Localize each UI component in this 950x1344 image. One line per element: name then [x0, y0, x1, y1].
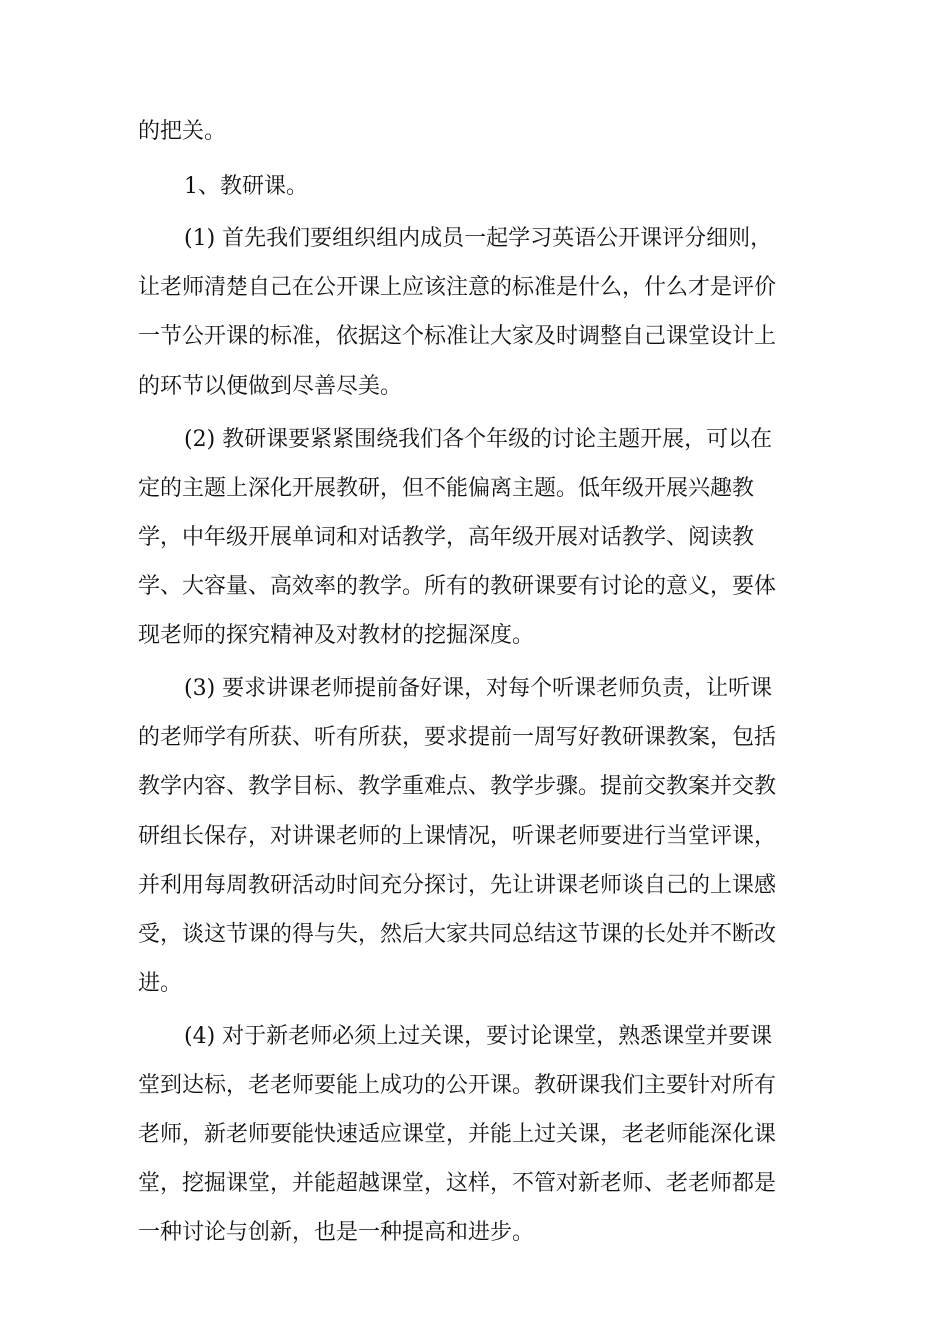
text-line: 的环节以便做到尽善尽美。	[138, 374, 403, 399]
text-line: 受，谈这节课的得与失，然后大家共同总结这节课的长处并不断改	[138, 922, 777, 947]
text-line: 定的主题上深化开展教研，但不能偏离主题。低年级开展兴趣教	[138, 476, 755, 501]
text-line: 现老师的探究精神及对教材的挖掘深度。	[138, 623, 535, 648]
text-line: 的把关。	[138, 119, 227, 144]
text-line: 学，中年级开展单词和对话教学，高年级开展对话教学、阅读教	[138, 525, 755, 550]
text-line: 研组长保存，对讲课老师的上课情况，听课老师要进行当堂评课，	[138, 824, 777, 849]
text-line: 学、大容量、高效率的教学。所有的教研课要有讨论的意义，要体	[138, 574, 777, 599]
text-line: 堂，挖掘课堂，并能超越课堂，这样，不管对新老师、老老师都是	[138, 1171, 777, 1196]
text-line: (1) 首先我们要组织组内成员一起学习英语公开课评分细则，	[184, 226, 773, 251]
section-heading: 1、教研课。	[184, 174, 308, 199]
text-line: (2) 教研课要紧紧围绕我们各个年级的讨论主题开展，可以在	[184, 427, 773, 452]
text-line: 堂到达标，老老师要能上成功的公开课。教研课我们主要针对所有	[138, 1073, 777, 1098]
text-line: 教学内容、教学目标、教学重难点、教学步骤。提前交教案并交教	[138, 774, 777, 799]
text-line: 的老师学有所获、听有所获，要求提前一周写好教研课教案，包括	[138, 725, 777, 750]
text-line: 老师，新老师要能快速适应课堂，并能上过关课，老老师能深化课	[138, 1122, 777, 1147]
text-line: 一节公开课的标准，依据这个标准让大家及时调整自己课堂设计上	[138, 324, 777, 349]
text-line: 让老师清楚自己在公开课上应该注意的标准是什么，什么才是评价	[138, 275, 777, 300]
text-line: 并利用每周教研活动时间充分探讨，先让讲课老师谈自己的上课感	[138, 873, 777, 898]
text-line: (4) 对于新老师必须上过关课，要讨论课堂，熟悉课堂并要课	[184, 1024, 773, 1049]
text-line: (3) 要求讲课老师提前备好课，对每个听课老师负责，让听课	[184, 676, 773, 701]
text-line: 一种讨论与创新，也是一种提高和进步。	[138, 1220, 535, 1245]
text-line: 进。	[138, 971, 183, 996]
